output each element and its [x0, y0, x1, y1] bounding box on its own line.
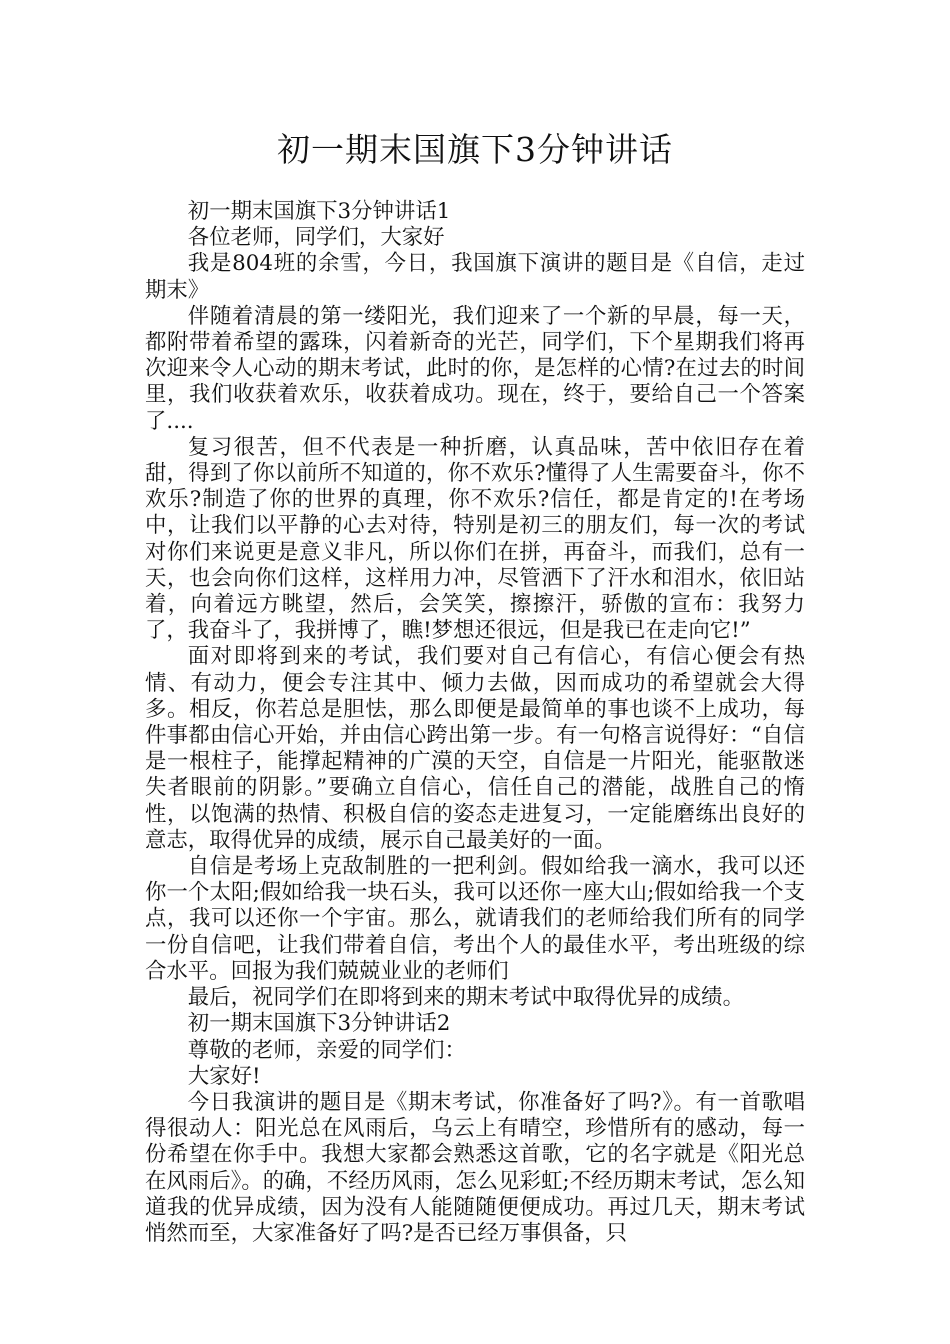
paragraph-greeting-2: 尊敬的老师，亲爱的同学们：	[187, 1037, 466, 1063]
paragraph-greeting-1: 各位老师，同学们，大家好	[187, 225, 445, 251]
document-body	[145, 199, 805, 1247]
paragraph-sword: 自信是考场上克敌制胜的一把利剑。假如给我一滴水，我可以还你一个太阳;假如给我一块石头，我可以还你一座大山;假如给我一个支点，我可以还你一个宇宙。那么，就请我们的老师给我们所有的同学一份自信吧，让我们带着自信，考出个人的最佳水平，考出班级的综合水平。回报为我们兢兢业业的老师们	[145, 854, 805, 984]
paragraph-confidence: 面对即将到来的考试，我们要对自己有信心，有信心便会有热情、有动力，便会专注其中、倾力去做，因而成功的希望就会大得多。相反，你若总是胆怯，那么即便是最简单的事也谈不上成功，每件事都由信心开始，并由信心跨出第一步。有一句格言说得好：“自信是一根柱子，能撑起精神的广漠的天空，自信是一片阳光，能驱散迷失者眼前的阴影。”要确立自信心，信任自己的潜能，战胜自己的惰性，以饱满的热情、积极自信的姿态走进复习，一定能磨练出良好的意志，取得优异的成绩，展示自己最美好的一面。	[145, 644, 805, 853]
paragraph-hello: 大家好!	[187, 1063, 261, 1089]
paragraph-speech-2: 今日我演讲的题目是《期末考试，你准备好了吗?》。有一首歌唱得很动人：阳光总在风雨后，乌云上有晴空，珍惜所有的感动，每一份希望在你手中。我想大家都会熟悉这首歌，它的名字就是《阳光总在风雨后》。的确，不经历风雨，怎么见彩虹;不经历期末考试，怎么知道我的优异成绩，因为没有人能随随便便成功。再过几天，期末考试悄然而至，大家准备好了吗?是否已经万事俱备，只	[145, 1089, 805, 1246]
paragraph-subtitle-1: 初一期末国旗下3分钟讲话1	[187, 199, 451, 224]
paragraph-review: 复习很苦，但不代表是一种折磨，认真品味，苦中依旧存在着甜，得到了你以前所不知道的，你不欢乐?懂得了人生需要奋斗，你不欢乐?制造了你的世界的真理，你不欢乐?信任，都是肯定的!在考场中，让我们以平静的心去对待，特别是初三的朋友们，每一次的考试对你们来说更是意义非凡，所以你们在拼，再奋斗，而我们，总有一天，也会向你们这样，这样用力冲，尽管洒下了汗水和泪水，依旧站着，向着远方眺望，然后，会笑笑，擦擦汗，骄傲的宣布：我努力了，我奋斗了，我拼博了，瞧!梦想还很远，但是我已在走向它!”	[145, 434, 805, 644]
paragraph-introduction: 我是804班的余雪，今日，我国旗下演讲的题目是《自信，走过期末》	[145, 251, 805, 303]
document-title: 初一期末国旗下3分钟讲话	[277, 130, 673, 169]
paragraph-morning: 伴随着清晨的第一缕阳光，我们迎来了一个新的早晨，每一天，都附带着希望的露珠，闪着新奇的光芒，同学们，下个星期我们将再次迎来令人心动的期末考试，此时的你，是怎样的心情?在过去的时间里，我们收获着欢乐，收获着成功。现在，终于，要给自己一个答案了....	[145, 303, 805, 434]
paragraph-closing: 最后，祝同学们在即将到来的期末考试中取得优异的成绩。	[187, 985, 744, 1011]
paragraph-subtitle-2: 初一期末国旗下3分钟讲话2	[187, 1011, 451, 1037]
